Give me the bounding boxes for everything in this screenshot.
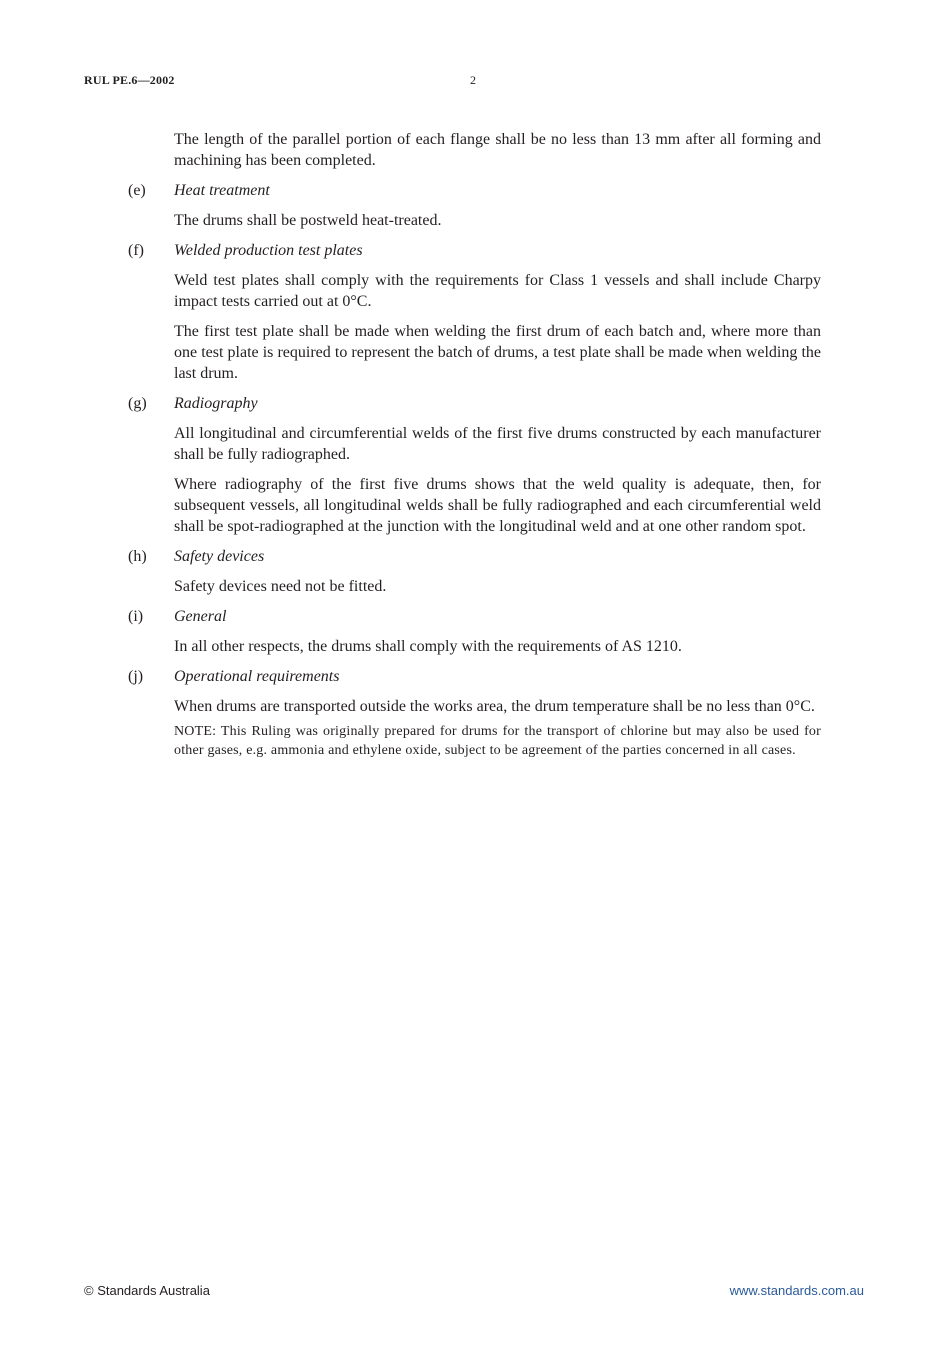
section-label: (j)	[128, 668, 144, 685]
section-heading-j	[128, 666, 821, 687]
section-heading-e	[128, 180, 821, 201]
note-text: NOTE: This Ruling was originally prepared for drums for the transport of chlorine but may also be used for other gases, e.g. ammonia and ethylene oxide, subject to be agreement of the parties concerned in all cases.	[174, 724, 821, 758]
section-title: General	[174, 608, 227, 625]
section-paragraph: The drums shall be postweld heat-treated.	[174, 212, 442, 229]
copyright-text: © Standards Australia	[84, 1283, 210, 1298]
section-paragraph: Where radiography of the first five drums shows that the weld quality is adequate, then, for subsequent vessels, all longitudinal welds shall be fully radiographed and each circumferential weld shall be spot-radiographed at the junction with the longitudinal weld and at one other random spot.	[174, 476, 821, 535]
section-title: Safety devices	[174, 548, 265, 565]
section-label: (e)	[128, 182, 146, 199]
section-paragraph: In all other respects, the drums shall comply with the requirements of AS 1210.	[174, 638, 682, 655]
section-heading-h	[128, 546, 821, 567]
section-label: (g)	[128, 395, 147, 412]
website-link[interactable]: www.standards.com.au	[729, 1283, 864, 1298]
section-paragraph: The first test plate shall be made when welding the first drum of each batch and, where more than one test plate is required to represent the batch of drums, a test plate shall be made when welding the last drum.	[174, 323, 821, 382]
section-title: Welded production test plates	[174, 242, 363, 259]
section-title: Radiography	[174, 395, 258, 412]
section-paragraph: All longitudinal and circumferential welds of the first five drums constructed by each manufacturer shall be fully radiographed.	[174, 425, 821, 463]
section-label: (h)	[128, 548, 147, 565]
section-paragraph: When drums are transported outside the works area, the drum temperature shall be no less than 0°C.	[174, 698, 815, 715]
section-heading-g	[128, 393, 821, 414]
section-heading-i	[128, 606, 821, 627]
section-title: Heat treatment	[174, 182, 270, 199]
section-label: (f)	[128, 242, 144, 259]
intro-paragraph: The length of the parallel portion of each flange shall be no less than 13 mm after all forming and machining has been completed.	[174, 131, 821, 169]
document-id: RUL PE.6—2002	[84, 73, 175, 87]
document-body	[128, 129, 821, 760]
section-paragraph: Safety devices need not be fitted.	[174, 578, 387, 595]
section-heading-f	[128, 240, 821, 261]
section-paragraph: Weld test plates shall comply with the requirements for Class 1 vessels and shall include Charpy impact tests carried out at 0°C.	[174, 272, 821, 310]
page-number: 2	[470, 73, 476, 87]
section-label: (i)	[128, 608, 144, 625]
section-title: Operational requirements	[174, 668, 340, 685]
